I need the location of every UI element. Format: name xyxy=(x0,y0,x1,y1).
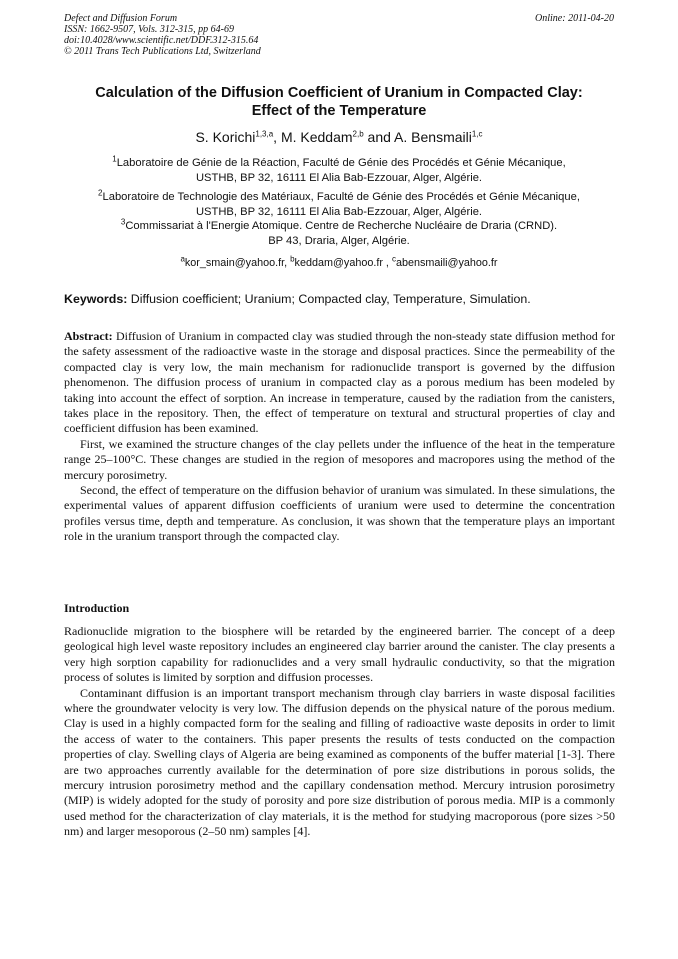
author-bensmaili-affiliation: 1,c xyxy=(471,129,483,139)
affiliation-text: Commissariat à l'Energie Atomique. Centre de Recherche Nucléaire de Draria (CRND). xyxy=(125,220,558,232)
author-korichi-affiliation: 1,3,a xyxy=(255,129,274,139)
journal-copyright: © 2011 Trans Tech Publications Ltd, Switzerland xyxy=(64,46,261,57)
email-marker: b xyxy=(290,254,295,264)
introduction-heading: Introduction xyxy=(64,601,130,615)
abstract-text: Diffusion of Uranium in compacted clay was studied through the non-steady state diffusion method for the safety assessment of the radioactive waste in the storage and disposal practices. Since the permeability of the compacted clay is very low, the main mechanism for radionuclide transport is governed by the diffusion phenomenon. The diffusion process of uranium in compacted clay as a porous medium has been modeled by taking into account the effect of sorption. An increase in temperature, caused by the radiation from the canisters, takes place in the repository. Then, the effect of temperature on textural and structural properties of clay and coefficient diffusion has been examined. xyxy=(64,329,615,436)
email-korichi: kor_smain@yahoo.fr, xyxy=(184,257,291,269)
author-bensmaili: A. Bensmaili xyxy=(394,129,472,145)
abstract-paragraph-2: First, we examined the structure changes of the clay pellets under the influence of the heat in the temperature range 25–100°C. These changes are studied in the region of mesopores and macropores using the method of the mercury porosimetry. xyxy=(64,436,615,482)
affiliation-number: 1 xyxy=(112,154,117,164)
email-keddam: keddam@yahoo.fr , xyxy=(294,257,392,269)
journal-issn: ISSN: 1662-9507, Vols. 312-315, pp 64-69 xyxy=(64,24,234,35)
online-date: Online: 2011-04-20 xyxy=(535,13,614,24)
keywords-label: Keywords: xyxy=(64,292,128,306)
abstract-paragraph-3: Second, the effect of temperature on the diffusion behavior of uranium was simulated. In these simulations, the experimental values of apparent diffusion coefficients of uranium were used to determine the concentration profiles versus time, depth and temperature. As conclusion, it was shown that the temperature plays an important role in the uranium transport through the compacted clay. xyxy=(64,483,615,544)
affiliation-text: Laboratoire de Technologie des Matériaux, Faculté de Génie des Procédés et Génie Mécanique, xyxy=(102,191,580,203)
author-keddam: M. Keddam xyxy=(280,129,353,145)
affiliation-2 xyxy=(60,190,618,220)
affiliation-1 xyxy=(60,156,618,186)
author-list xyxy=(40,128,638,146)
abstract-label: Abstract: xyxy=(64,329,113,343)
affiliation-3 xyxy=(60,219,618,249)
paper-title xyxy=(50,84,628,120)
email-marker: c xyxy=(391,254,396,264)
introduction-paragraph-2: Contaminant diffusion is an important transport mechanism through clay barriers in waste disposal facilities where the groundwater velocity is very low. The diffusion depends on the physical nature of the porous medium. Clay is used in a highly compacted form for the sealing and filling of radioactive waste deposits in order to limit the access of water to the containers. This paper presents the results of tests conducted on the compaction properties of clay. Swelling clays of Algeria are being examined as components of the buffer material [1-3]. There are two approaches currently available for the determination of pore size distributions in porous solids, the mercury intrusion porosimetry method and the capillary condensation method. Mercury intrusion porosimetry (MIP) is widely adopted for the study of porosity and pore size distribution of porous media. MIP is a commonly used method for the characterization of clay materials, it is the method for studying macroporous (pore sizes >50 nm) and larger mesoporous (2–50 nm) samples [4]. xyxy=(64,685,615,839)
journal-header xyxy=(64,13,424,57)
affiliation-number: 3 xyxy=(120,217,126,227)
abstract-paragraph-1 xyxy=(64,329,615,437)
affiliation-text: Laboratoire de Génie de la Réaction, Faculté de Génie des Procédés et Génie Mécanique, xyxy=(116,157,566,169)
affiliation-text: USTHB, BP 32, 16111 El Alia Bab-Ezzouar, Alger, Algérie. xyxy=(195,172,483,184)
affiliation-number: 2 xyxy=(98,188,103,198)
author-separator: , xyxy=(273,129,281,145)
author-separator: and xyxy=(363,129,395,145)
title-line-1: Calculation of the Diffusion Coefficient of Uranium in Compacted Clay: xyxy=(95,85,583,101)
journal-doi: doi:10.4028/www.scientific.net/DDF.312-315.64 xyxy=(64,35,259,46)
title-line-2: Effect of the Temperature xyxy=(251,103,427,119)
affiliation-text: USTHB, BP 32, 16111 El Alia Bab-Ezzouar, Alger, Algérie. xyxy=(195,206,483,218)
author-emails xyxy=(60,256,618,270)
introduction-paragraph-1: Radionuclide migration to the biosphere will be retarded by the engineered barrier. The concept of a deep geological high level waste repository includes an engineered clay barrier around the canister. The clay presents a very high sorption capability for radionuclides and a very small hydraulic conductivity, so that the migration process of solutes is limited by sorption and diffusion processes. xyxy=(64,624,615,685)
keywords-text: Diffusion coefficient; Uranium; Compacted clay, Temperature, Simulation. xyxy=(127,292,531,306)
author-korichi: S. Korichi xyxy=(195,129,256,145)
email-bensmaili: abensmaili@yahoo.fr xyxy=(395,257,498,269)
keywords xyxy=(64,291,624,307)
author-keddam-affiliation: 2,b xyxy=(352,129,364,139)
abstract xyxy=(64,329,615,545)
journal-name: Defect and Diffusion Forum xyxy=(64,13,178,24)
email-marker: a xyxy=(180,254,185,264)
affiliation-text: BP 43, Draria, Alger, Algérie. xyxy=(268,235,410,247)
introduction-body xyxy=(64,624,615,840)
